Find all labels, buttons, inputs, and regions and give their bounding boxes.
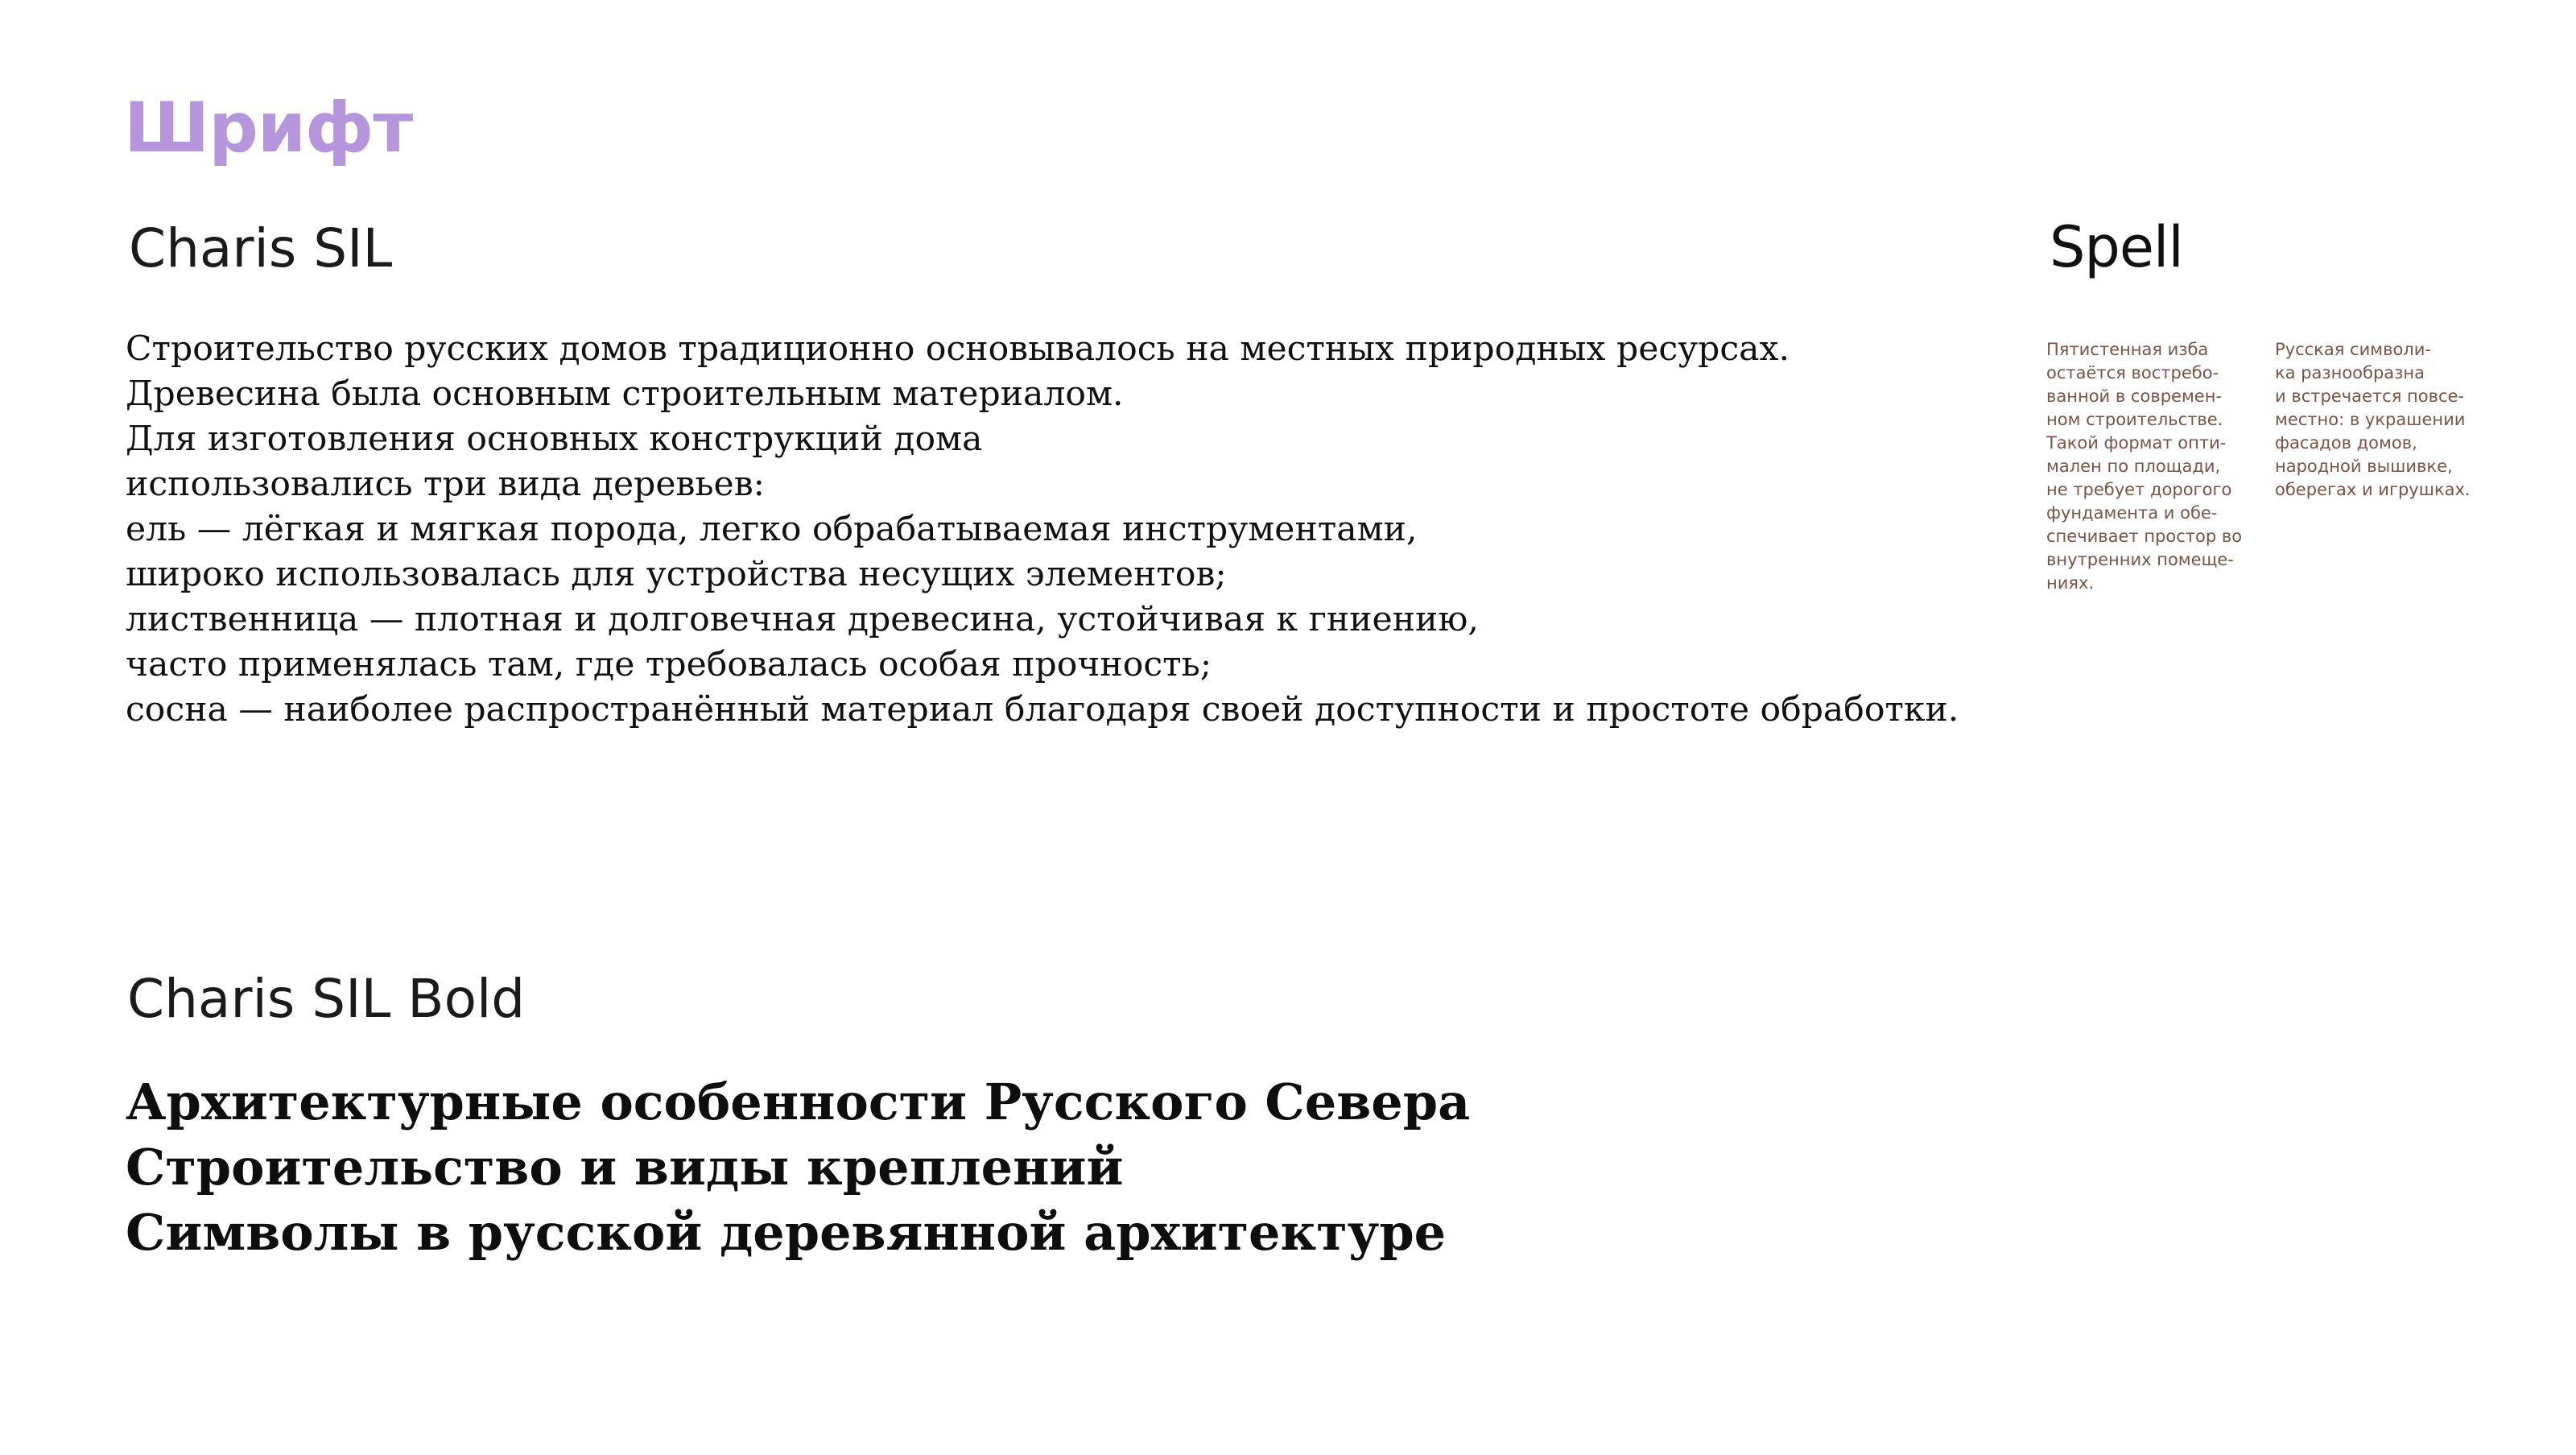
page-title: Шрифт xyxy=(124,88,413,168)
heading-line: Строительство и виды креплений xyxy=(126,1138,1124,1197)
spell-line: не требует дорогого xyxy=(2046,480,2232,499)
sample-line: использовались три вида деревьев: xyxy=(126,465,765,504)
sample-line: Строительство русских домов традиционно основывалось на местных природных ресурсах. xyxy=(126,329,1790,369)
spell-line: и встречается повсе- xyxy=(2275,386,2465,406)
spell-line: ка разнообразна xyxy=(2275,363,2425,382)
sample-line: Для изготовления основных конструкций дома xyxy=(126,420,983,459)
spell-line: спечивает простор во xyxy=(2046,527,2243,546)
spell-line: ном строительстве. xyxy=(2046,410,2223,429)
spell-line: Пятистенная изба xyxy=(2046,340,2209,359)
spell-sample-column-1 xyxy=(2046,338,2242,595)
heading-line: Архитектурные особенности Русского Севера xyxy=(126,1073,1471,1131)
spell-line: внутренних помеще- xyxy=(2046,550,2234,569)
sample-line: Древесина была основным строительным материалом. xyxy=(126,374,1124,414)
spell-line: народной вышивке, xyxy=(2275,457,2453,476)
spell-line: фундамента и обе- xyxy=(2046,503,2218,523)
spell-line: Такой формат опти- xyxy=(2046,433,2227,453)
sample-line: ель — лёгкая и мягкая порода, легко обрабатываемая инструментами, xyxy=(126,510,1418,549)
spell-line: остаётся востребо- xyxy=(2046,363,2219,382)
spell-line: ванной в современ- xyxy=(2046,386,2223,406)
font-name-charis-sil-bold: Charis SIL Bold xyxy=(127,968,526,1030)
spell-line: Русская символи- xyxy=(2275,340,2431,359)
sample-line: часто применялась там, где требовалась особая прочность; xyxy=(126,645,1212,684)
regular-sample-text xyxy=(126,327,2058,733)
spell-line: фасадов домов, xyxy=(2275,433,2417,453)
spell-line: мален по площади, xyxy=(2046,457,2221,476)
font-name-charis-sil: Charis SIL xyxy=(129,217,393,279)
sample-line: широко использовалась для устройства несущих элементов; xyxy=(126,555,1227,594)
bold-sample-text xyxy=(126,1069,2058,1265)
spell-line: местно: в украшении xyxy=(2275,410,2466,429)
spell-sample-column-2 xyxy=(2275,338,2471,502)
font-name-spell: Spell xyxy=(2050,214,2183,280)
spell-line: оберегах и игрушках. xyxy=(2275,480,2471,499)
heading-line: Символы в русской деревянной архитектуре xyxy=(126,1203,1447,1262)
sample-line: сосна — наиболее распространённый материал благодаря своей доступности и простоте обработки. xyxy=(126,690,1959,730)
spell-line: ниях. xyxy=(2046,573,2095,593)
sample-line: лиственница — плотная и долговечная древесина, устойчивая к гниению, xyxy=(126,600,1479,639)
